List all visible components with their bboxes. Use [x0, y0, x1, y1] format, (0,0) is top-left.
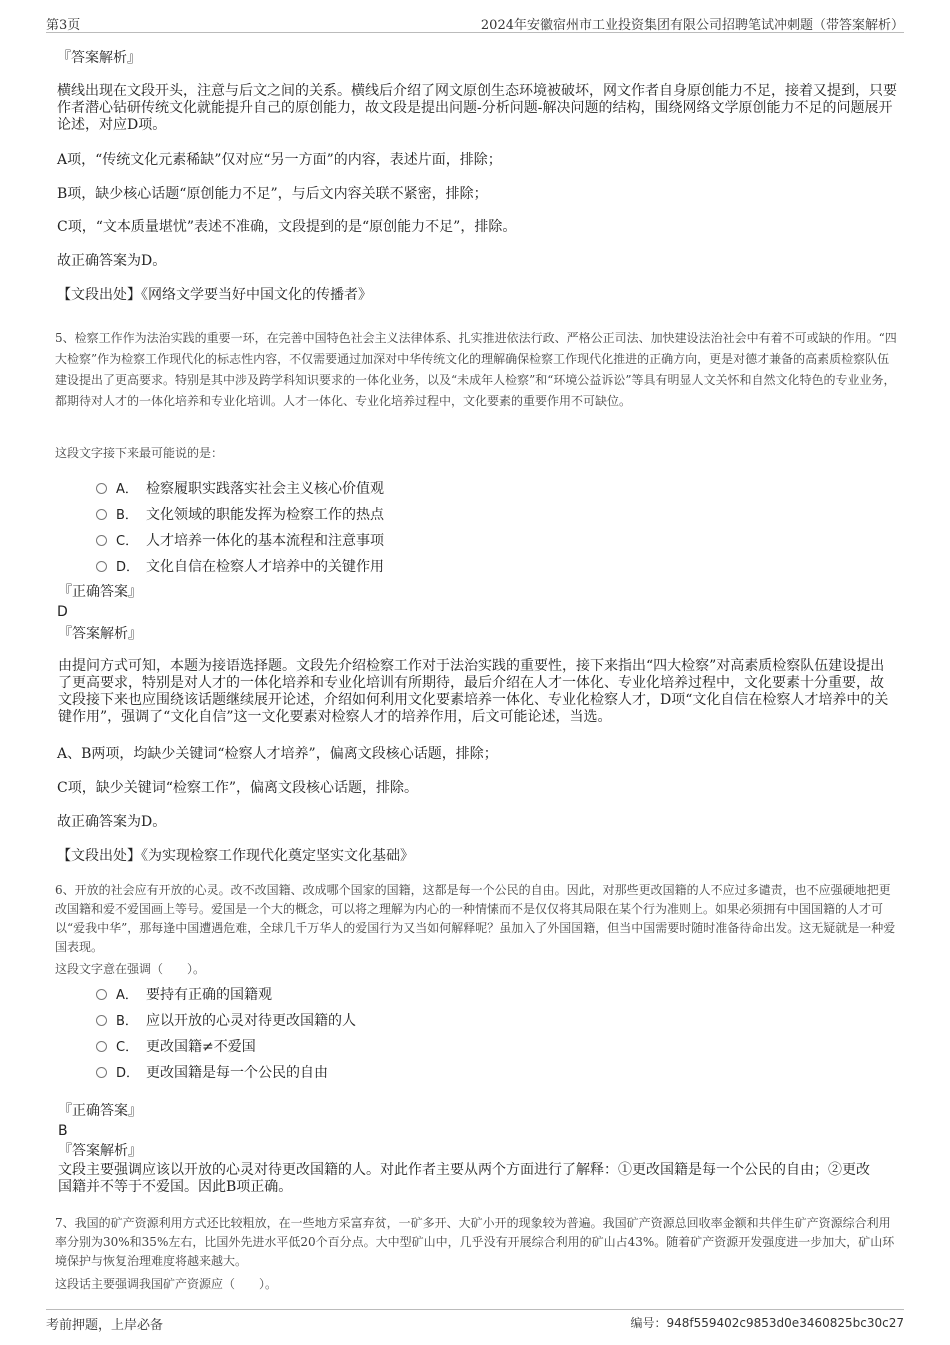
radio-button-icon[interactable] — [96, 1041, 107, 1052]
q7-question: 这段话主要强调我国矿产资源应（ ）。 — [55, 1277, 278, 1291]
radio-button-icon[interactable] — [96, 1067, 107, 1078]
q5-option-c-explain: C项，缺少关键词“检察工作”，偏离文段核心话题，排除。 — [57, 780, 419, 796]
page-number: 第3页 — [46, 18, 81, 33]
q6-correct-label: 『正确答案』 — [58, 1103, 142, 1119]
q4-source: 【文段出处】《网络文学要当好中国文化的传播者》 — [57, 287, 372, 303]
q4-analysis-label: 『答案解析』 — [57, 50, 141, 66]
q4-option-b-explain: B项，缺少核心话题“原创能力不足”，与后文内容关联不紧密，排除； — [57, 186, 488, 202]
q6-option-c[interactable]: C． 更改国籍≠不爱国 — [96, 1036, 256, 1056]
q4-conclusion: 故正确答案为D。 — [57, 253, 167, 269]
q6-question: 这段文字意在强调（ ）。 — [55, 962, 206, 976]
q5-conclusion: 故正确答案为D。 — [57, 814, 167, 830]
page-header — [46, 12, 904, 33]
q5-analysis-text: 由提问方式可知，本题为接语选择题。文段先介绍检察工作对于法治实践的重要性，接下来指出“四大检察”对高素质检察队伍建设提出了更高要求，特别是对人才的一体化培养和专业化培训有所期待，最后介绍在人才一体化、专业化培养过程中，文化要素十分重要，故文段接下来也应围绕该话题继续展开论述，介绍如何利用文化要素培养一体化、专业化检察人才，D项“文化自信在检察人才培养中的关键作用”，强调了“文化自信”这一文化要素对检察人才的培养作用，后文可能论述，当选。 — [58, 658, 889, 725]
q5-question: 这段文字接下来最可能说的是： — [55, 446, 224, 460]
q5-analysis-label: 『答案解析』 — [58, 626, 142, 642]
q5-option-b[interactable]: B． 文化领域的职能发挥为检察工作的热点 — [96, 504, 384, 524]
radio-button-icon[interactable] — [96, 509, 107, 520]
q7-stem: 7、我国的矿产资源利用方式还比较粗放，在一些地方采富弃贫，一矿多开、大矿小开的现象较为普遍。我国矿产资源总回收率金额和共伴生矿产资源综合利用率分别为30%和35%左右，比国外先进水平低20个百分点。大中型矿山中，几乎没有开展综合利用的矿山占43%。随着矿产资源开发强度进一步加大，矿山环境保护与恢复治理难度将越来越大。 — [55, 1216, 895, 1268]
q5-stem: 5、检察工作作为法治实践的重要一环，在完善中国特色社会主义法律体系、扎实推进依法行政、严格公正司法、加快建设法治社会中有着不可或缺的作用。“四大检察”作为检察工作现代化的标志性内容，不仅需要通过加深对中华传统文化的理解确保检察工作现代化推进的正确方向，更是对德才兼备的高素质检察队伍建设提出了更高要求。特别是其中涉及跨学科知识要求的一体化业务，以及“未成年人检察”和“环境公益诉讼”等具有明显人文关怀和自然文化特色的专业业务，都期待对人才的一体化培养和专业化培训。人才一体化、专业化培养过程中，文化要素的重要作用不可缺位。 — [55, 331, 897, 408]
q6-stem: 6、开放的社会应有开放的心灵。改不改国籍、改成哪个国家的国籍，这都是每一个公民的自由。因此，对那些更改国籍的人不应过多谴责，也不应强硬地把更改国籍和爱不爱国画上等号。爱国是一个大的概念，可以将之理解为内心的一种情愫而不是仅仅将其局限在某个行为准则上。如果必须拥有中国国籍的人才可以“爱我中华”，那每逢中国遭遇危难，全球几千万华人的爱国行为又当如何解释呢？虽加入了外国国籍，但当中国需要时随时准备待命出发。这无疑就是一种爱国表现。 — [55, 883, 896, 954]
footer-slogan: 考前押题，上岸必备 — [46, 1318, 164, 1333]
radio-button-icon[interactable] — [96, 561, 107, 572]
q5-correct-value: D — [57, 604, 68, 620]
page-footer — [46, 1309, 904, 1334]
radio-button-icon[interactable] — [96, 535, 107, 546]
q5-option-d[interactable]: D． 文化自信在检察人才培养中的关键作用 — [96, 556, 384, 576]
q6-option-b[interactable]: B． 应以开放的心灵对待更改国籍的人 — [96, 1010, 356, 1030]
q4-option-c-explain: C项，“文本质量堪忧”表述不准确，文段提到的是“原创能力不足”，排除。 — [57, 219, 517, 235]
q5-option-a[interactable]: A． 检察履职实践落实社会主义核心价值观 — [96, 478, 384, 498]
footer-code: 编号：948f559402c9853d0e3460825bc30c27 — [630, 1316, 904, 1330]
q6-correct-value: B — [58, 1123, 68, 1139]
q4-analysis-text: 横线出现在文段开头，注意与后文之间的关系。横线后介绍了网文原创生态环境被破坏，网文作者自身原创能力不足，接着又提到，只要作者潜心钻研传统文化就能提升自己的原创能力，故文段是提出问题-分析问题-解决问题的结构，围绕网络文学原创能力不足的问题展开论述，对应D项。 — [57, 83, 897, 133]
q5-correct-label: 『正确答案』 — [58, 584, 142, 600]
q6-option-d[interactable]: D． 更改国籍是每一个公民的自由 — [96, 1062, 328, 1082]
document-title: 2024年安徽宿州市工业投资集团有限公司招聘笔试冲刺题（带答案解析） — [480, 18, 904, 33]
q4-option-a-explain: A项，“传统文化元素稀缺”仅对应“另一方面”的内容，表述片面，排除； — [57, 152, 502, 168]
q5-source: 【文段出处】《为实现检察工作现代化奠定坚实文化基础》 — [57, 848, 414, 864]
radio-button-icon[interactable] — [96, 483, 107, 494]
radio-button-icon[interactable] — [96, 989, 107, 1000]
radio-button-icon[interactable] — [96, 1015, 107, 1026]
q6-analysis-label: 『答案解析』 — [58, 1143, 142, 1159]
q5-option-ab-explain: A、B两项，均缺少关键词“检察人才培养”，偏离文段核心话题，排除； — [57, 746, 498, 762]
q6-option-a[interactable]: A． 要持有正确的国籍观 — [96, 984, 272, 1004]
q6-analysis-text: 文段主要强调应该以开放的心灵对待更改国籍的人。对此作者主要从两个方面进行了解释：①更改国籍是每一个公民的自由；②更改国籍并不等于不爱国。因此B项正确。 — [58, 1162, 870, 1195]
q5-option-c[interactable]: C． 人才培养一体化的基本流程和注意事项 — [96, 530, 384, 550]
